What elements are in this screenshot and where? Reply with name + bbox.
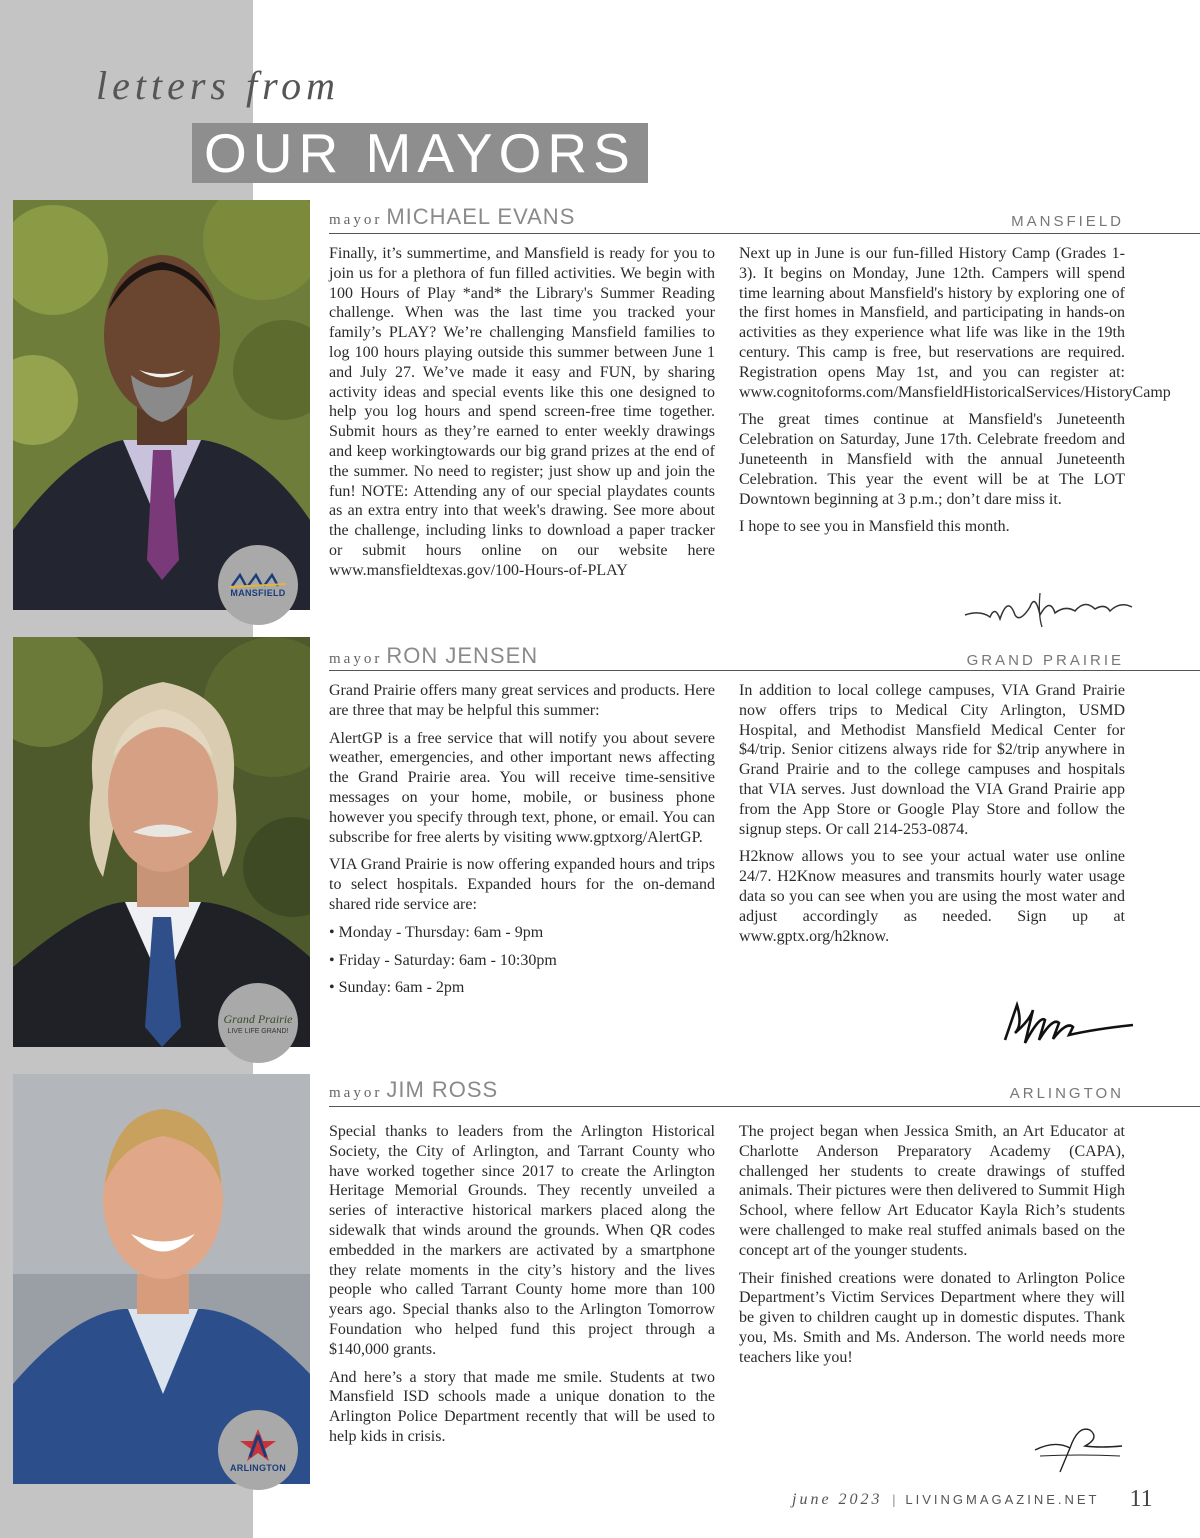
paragraph: Finally, it’s summertime, and Mansfield is ready for you to join us for a plethora of fun filled activities. We begin with 100 Hours of Play *and* the Library's Summer Reading challenge. When was the last time you tracked your family’s PLAY? We’re challenging Mansfield families to log 100 hours playing outside this summer between June 1 and July 27. We’ve made it easy and FUN, by sharing activity ideas and special events like this one designed to help you log hours and spend screen-free time together. Submit hours as they’re earned to enter weekly drawings and keep workingtowards our big grand prizes at the end of the summer. No need to register; just show up and join the fun! NOTE: Attending any of our special playdates counts as an extra entry into that week's drawing. See more about the challenge, including links to download a paper tracker or submit hours online on our website here www.mansfieldtexas.gov/100-Hours-of-PLAY — [329, 245, 715, 579]
paragraph: AlertGP is a free service that will notify you about severe weather, emergencies, and other important news affecting the Grand Prairie area. You will receive time-sensitive messages on your home, mobile, or business phone however you specify through text, phone, or email. You can subscribe for free alerts by visiting www.gptxorg/AlertGP. — [329, 729, 715, 846]
grand-prairie-tagline: LIVE LIFE GRAND! — [227, 1027, 289, 1035]
page-footer — [792, 1484, 1153, 1511]
mayor-prefix: mayor — [329, 212, 383, 228]
grand-prairie-logo-icon: Grand Prairie — [223, 1011, 293, 1026]
letter-column-left — [329, 244, 715, 589]
letter-column-right — [739, 244, 1171, 545]
site-link[interactable]: LIVINGMAGAZINE.NET — [905, 1492, 1100, 1507]
mayor-name: RON JENSEN — [386, 643, 539, 668]
section-divider — [329, 233, 1200, 234]
section-divider — [329, 1106, 1200, 1107]
signature-ross — [1030, 1420, 1130, 1475]
paragraph: VIA Grand Prairie is now offering expanded hours and trips to select hospitals. Expanded hours for the on-demand shared ride service are: — [329, 856, 715, 913]
mayor-prefix: mayor — [329, 1085, 383, 1101]
arlington-star-logo-icon — [238, 1427, 278, 1463]
paragraph: Special thanks to leaders from the Arlington Historical Society, the City of Arlington, and Tarrant County who have worked together since 2017 to create the Arlington Heritage Memorial Grounds. They recently unveiled a series of interactive historical markers placed along the sidewalk that winds around the grounds. When QR codes embedded in the markers are activated by a smartphone they relate moments in the city’s history and the lives people who called Tarrant County home more than 100 years ago. Special thanks also to the Arlington Tomorrow Foundation who helped fund this project through a $140,000 grants. — [329, 1123, 715, 1358]
paragraph: In addition to local college campuses, VIA Grand Prairie now offers trips to Medical City Arlington, USMD Hospital, and Methodist Mansfield Medical Center for $4/trip. Senior citizens always ride for $2/trip anywhere in Grand Prairie and to the college campuses and hospitals that VIA serves. Just download the VIA Grand Prairie app from the App Store or Google Play Store and follow the signup steps. Or call 214-253-0874. — [739, 682, 1125, 838]
grand-prairie-logo-badge — [218, 983, 298, 1063]
city-label: MANSFIELD — [1011, 213, 1124, 230]
mayor-name: MICHAEL EVANS — [386, 204, 576, 229]
hours-list — [329, 923, 715, 998]
mansfield-logo-text: MANSFIELD — [230, 588, 286, 598]
issue-date: june 2023 — [792, 1491, 883, 1508]
mansfield-logo-badge — [218, 545, 298, 625]
page-number: 11 — [1129, 1486, 1153, 1512]
signature-evans — [960, 585, 1140, 635]
letter-column-left — [329, 1122, 715, 1455]
mansfield-logo-icon — [230, 572, 286, 588]
paragraph: Next up in June is our fun-filled History Camp (Grades 1-3). It begins on Monday, June 12th. Campers will spend time learning about Mansfield's history by exploring one of the first homes in Mansfield, and participating in hands-on activities as they experience what life was like in the 19th century. This camp is free, but reservations are required. Registration opens May 1st, and you can register at: www.cognitoforms.com/MansfieldHistoricalServices/HistoryCamp — [739, 245, 1171, 401]
footer-separator: | — [892, 1493, 896, 1508]
city-label: ARLINGTON — [1009, 1085, 1124, 1102]
mayor-prefix: mayor — [329, 651, 383, 667]
list-item: • Monday - Thursday: 6am - 9pm — [329, 923, 715, 943]
signature-jensen — [995, 995, 1140, 1050]
arlington-logo-badge — [218, 1410, 298, 1490]
header-kicker: letters from — [96, 63, 341, 108]
paragraph: The great times continue at Mansfield's Juneteenth Celebration on Saturday, June 17th. Celebrate freedom and Juneteenth in Mansfield with the annual Juneteenth Celebration. This year the event will be at The LOT Downtown beginning at 3 p.m.; don’t dare miss it. — [739, 411, 1125, 508]
paragraph: Their finished creations were donated to Arlington Police Department’s Victim Services Department where they will be given to children caught up in domestic disputes. Thank you, Ms. Smith and Ms. Anderson. The world needs more teachers like you! — [739, 1269, 1125, 1366]
page-title: OUR MAYORS — [192, 123, 648, 183]
section-divider — [329, 670, 1200, 671]
paragraph: H2know allows you to see your actual water use online 24/7. H2Know measures and transmits hourly water usage data so you can see when you are using the most water and adjust accordingly as needed. Sign up at www.gptx.org/h2know. — [739, 848, 1125, 945]
letter-column-right — [739, 1122, 1125, 1376]
mayor-heading-jensen — [329, 643, 538, 669]
paragraph: I hope to see you in Mansfield this month. — [739, 518, 1010, 536]
arlington-logo-text: ARLINGTON — [229, 1463, 287, 1473]
city-label: GRAND PRAIRIE — [966, 652, 1124, 669]
paragraph: Grand Prairie offers many great services and products. Here are three that may be helpful this summer: — [329, 682, 715, 719]
letter-column-left — [329, 681, 715, 1006]
list-item: • Friday - Saturday: 6am - 10:30pm — [329, 951, 715, 971]
list-item: • Sunday: 6am - 2pm — [329, 978, 715, 998]
paragraph: The project began when Jessica Smith, an Art Educator at Charlotte Anderson Preparatory Academy (CAPA), challenged her students to create drawings of stuffed animals. Their pictures were then delivered to Summit High School, where fellow Art Educator Kayla Rich’s students were challenged to make real stuffed animals based on the concept art of the younger students. — [739, 1123, 1125, 1259]
mayor-name: JIM ROSS — [386, 1077, 499, 1102]
mayor-heading-evans — [329, 204, 575, 230]
letter-column-right — [739, 681, 1125, 954]
paragraph: And here’s a story that made me smile. Students at two Mansfield ISD schools made a unique donation to the Arlington Police Department recently that will be used to help kids in crisis. — [329, 1368, 715, 1445]
mayor-heading-ross — [329, 1077, 498, 1103]
